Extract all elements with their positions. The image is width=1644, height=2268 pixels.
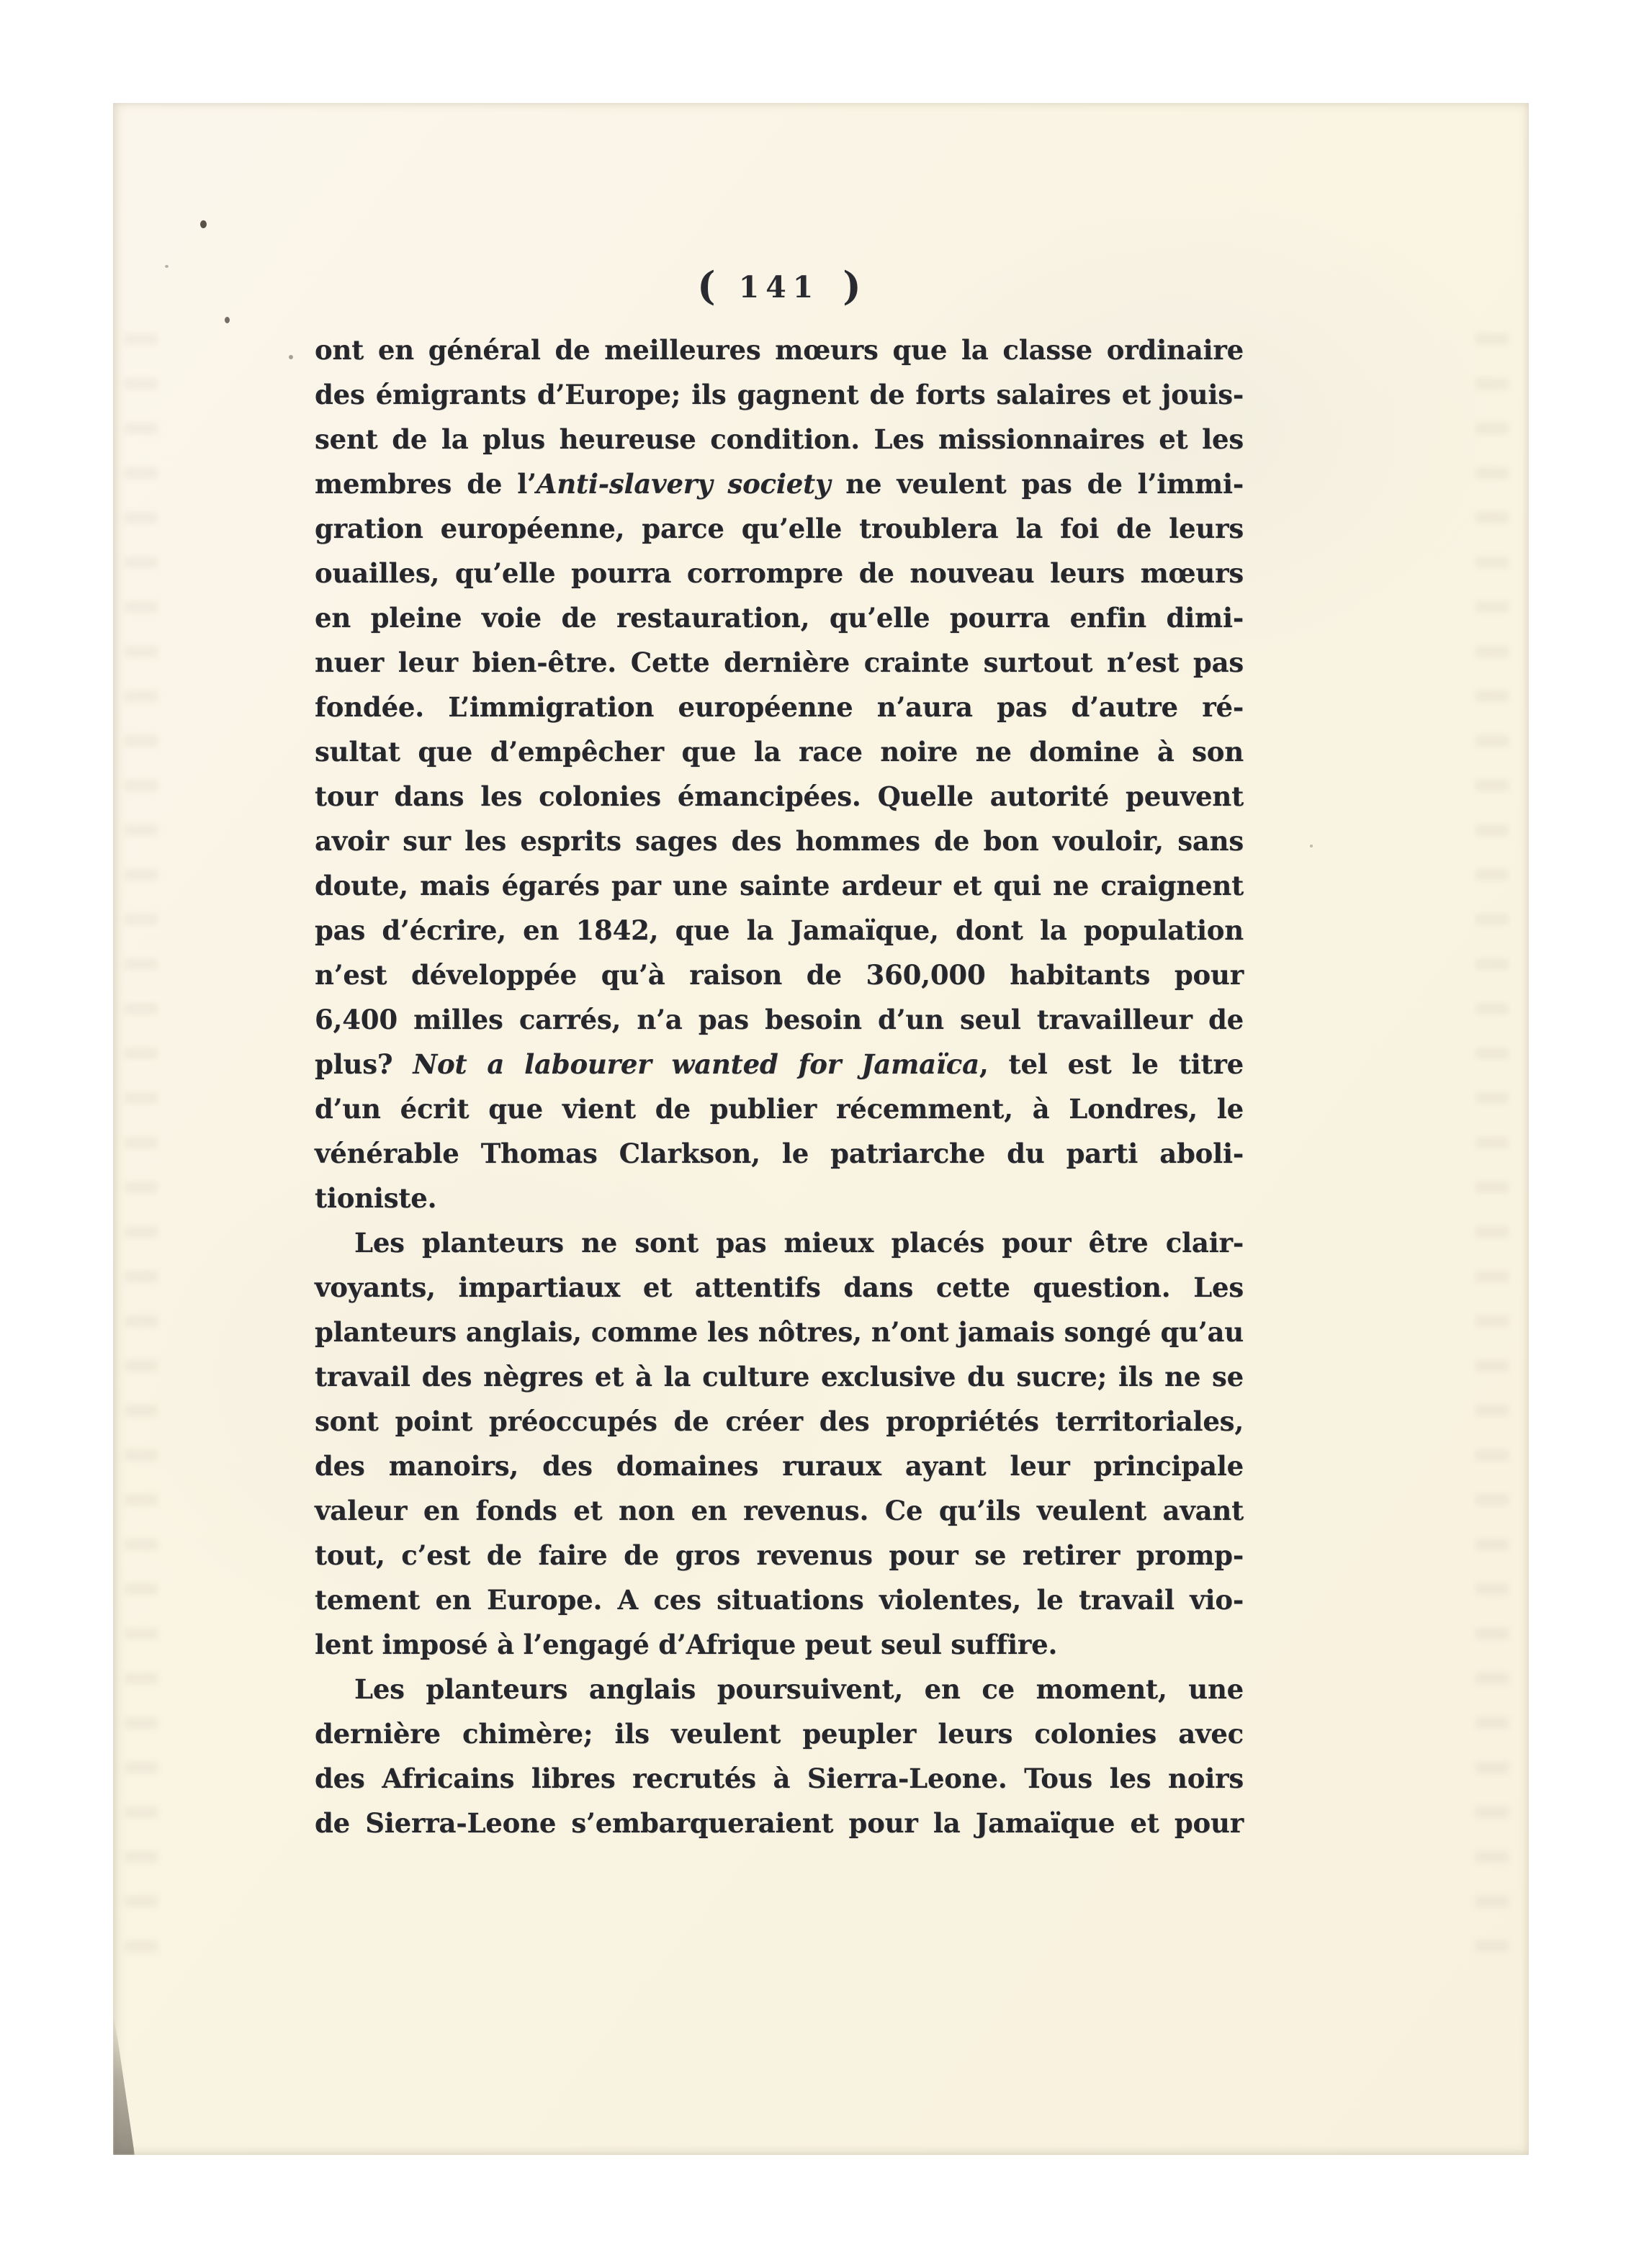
ink-speck <box>289 355 293 359</box>
text-line: n’est développée qu’à raison de 360,000 habitants pour <box>315 959 1244 991</box>
text-line: tour dans les colonies émancipées. Quelle autorité peuvent <box>315 780 1244 812</box>
text-line <box>315 462 1244 506</box>
text-line: des Africains libres recrutés à Sierra-Leone. Tous les noirs <box>315 1763 1244 1794</box>
text-line: tement en Europe. A ces situations violentes, le travail vio- <box>315 1584 1244 1616</box>
text-line: en pleine voie de restauration, qu’elle pourra enfin dimi- <box>315 602 1244 634</box>
text-line: valeur en fonds et non en revenus. Ce qu’ils veulent avant <box>315 1495 1244 1526</box>
text-line: Les planteurs ne sont pas mieux placés pour être clair- <box>354 1227 1244 1259</box>
text-line: tioniste. <box>315 1182 437 1214</box>
italic-phrase: Anti-slavery society <box>536 468 831 500</box>
text-line: Les planteurs anglais poursuivent, en ce moment, une <box>354 1673 1244 1705</box>
line-segment: ne veulent pas de l’immi- <box>830 468 1244 500</box>
text-line: gration européenne, parce qu’elle troublera la foi de leurs <box>315 513 1244 544</box>
ink-speck <box>200 220 207 228</box>
text-line: de Sierra-Leone s’embarqueraient pour la Jamaïque et pour <box>315 1807 1244 1839</box>
text-line: vénérable Thomas Clarkson, le patriarche du parti aboli- <box>315 1138 1244 1169</box>
page-fold-shadow <box>113 2015 135 2155</box>
body-text <box>315 328 1244 1845</box>
text-line: ouailles, qu’elle pourra corrompre de nouveau leurs mœurs <box>315 557 1244 589</box>
text-line: ont en général de meilleures mœurs que la classe ordinaire <box>315 334 1244 366</box>
italic-phrase: Not a labourer wanted for Jamaïca <box>413 1048 979 1080</box>
ink-speck <box>225 317 230 323</box>
text-line: nuer leur bien-être. Cette dernière crainte surtout n’est pas <box>315 647 1244 678</box>
line-segment: plus? <box>315 1048 413 1080</box>
text-line: d’un écrit que vient de publier récemment, à Londres, le <box>315 1093 1244 1125</box>
text-line: pas d’écrire, en 1842, que la Jamaïque, dont la population <box>315 914 1244 946</box>
text-line: sultat que d’empêcher que la race noire ne domine à son <box>315 736 1244 768</box>
page-number-paren-close: ) <box>843 263 861 309</box>
line-segment: membres de l’ <box>315 468 536 500</box>
page-number-digits: 141 <box>738 270 820 305</box>
text-line: 6,400 milles carrés, n’a pas besoin d’un seul travailleur de <box>315 1004 1244 1035</box>
ink-bleed-through-right <box>1475 333 1509 1953</box>
text-line <box>315 1042 1244 1086</box>
text-line: dernière chimère; ils veulent peupler leurs colonies avec <box>315 1718 1244 1750</box>
text-line: travail des nègres et à la culture exclusive du sucre; ils ne se <box>315 1361 1244 1392</box>
ink-speck <box>165 265 169 268</box>
line-segment: , tel est le titre <box>979 1048 1244 1080</box>
text-line: doute, mais égarés par une sainte ardeur et qui ne craignent <box>315 870 1244 901</box>
text-line: sent de la plus heureuse condition. Les missionnaires et les <box>315 423 1244 455</box>
ink-bleed-through-left <box>125 333 158 1953</box>
text-line: avoir sur les esprits sages des hommes de bon vouloir, sans <box>315 825 1244 857</box>
text-line: sont point préoccupés de créer des propriétés territoriales, <box>315 1405 1244 1437</box>
ink-speck <box>1310 845 1313 847</box>
text-line: tout, c’est de faire de gros revenus pour se retirer promp- <box>315 1539 1244 1571</box>
page-number-paren-open: ( <box>697 263 716 309</box>
book-page <box>113 103 1529 2155</box>
text-line: voyants, impartiaux et attentifs dans cette question. Les <box>315 1272 1244 1303</box>
page-number <box>315 264 1244 310</box>
text-line: planteurs anglais, comme les nôtres, n’ont jamais songé qu’au <box>315 1316 1244 1348</box>
text-line: lent imposé à l’engagé d’Afrique peut seul suffire. <box>315 1629 1058 1660</box>
text-line: des manoirs, des domaines ruraux ayant leur principale <box>315 1450 1244 1482</box>
text-line: fondée. L’immigration européenne n’aura pas d’autre ré- <box>315 691 1244 723</box>
text-line: des émigrants d’Europe; ils gagnent de forts salaires et jouis- <box>315 379 1244 410</box>
